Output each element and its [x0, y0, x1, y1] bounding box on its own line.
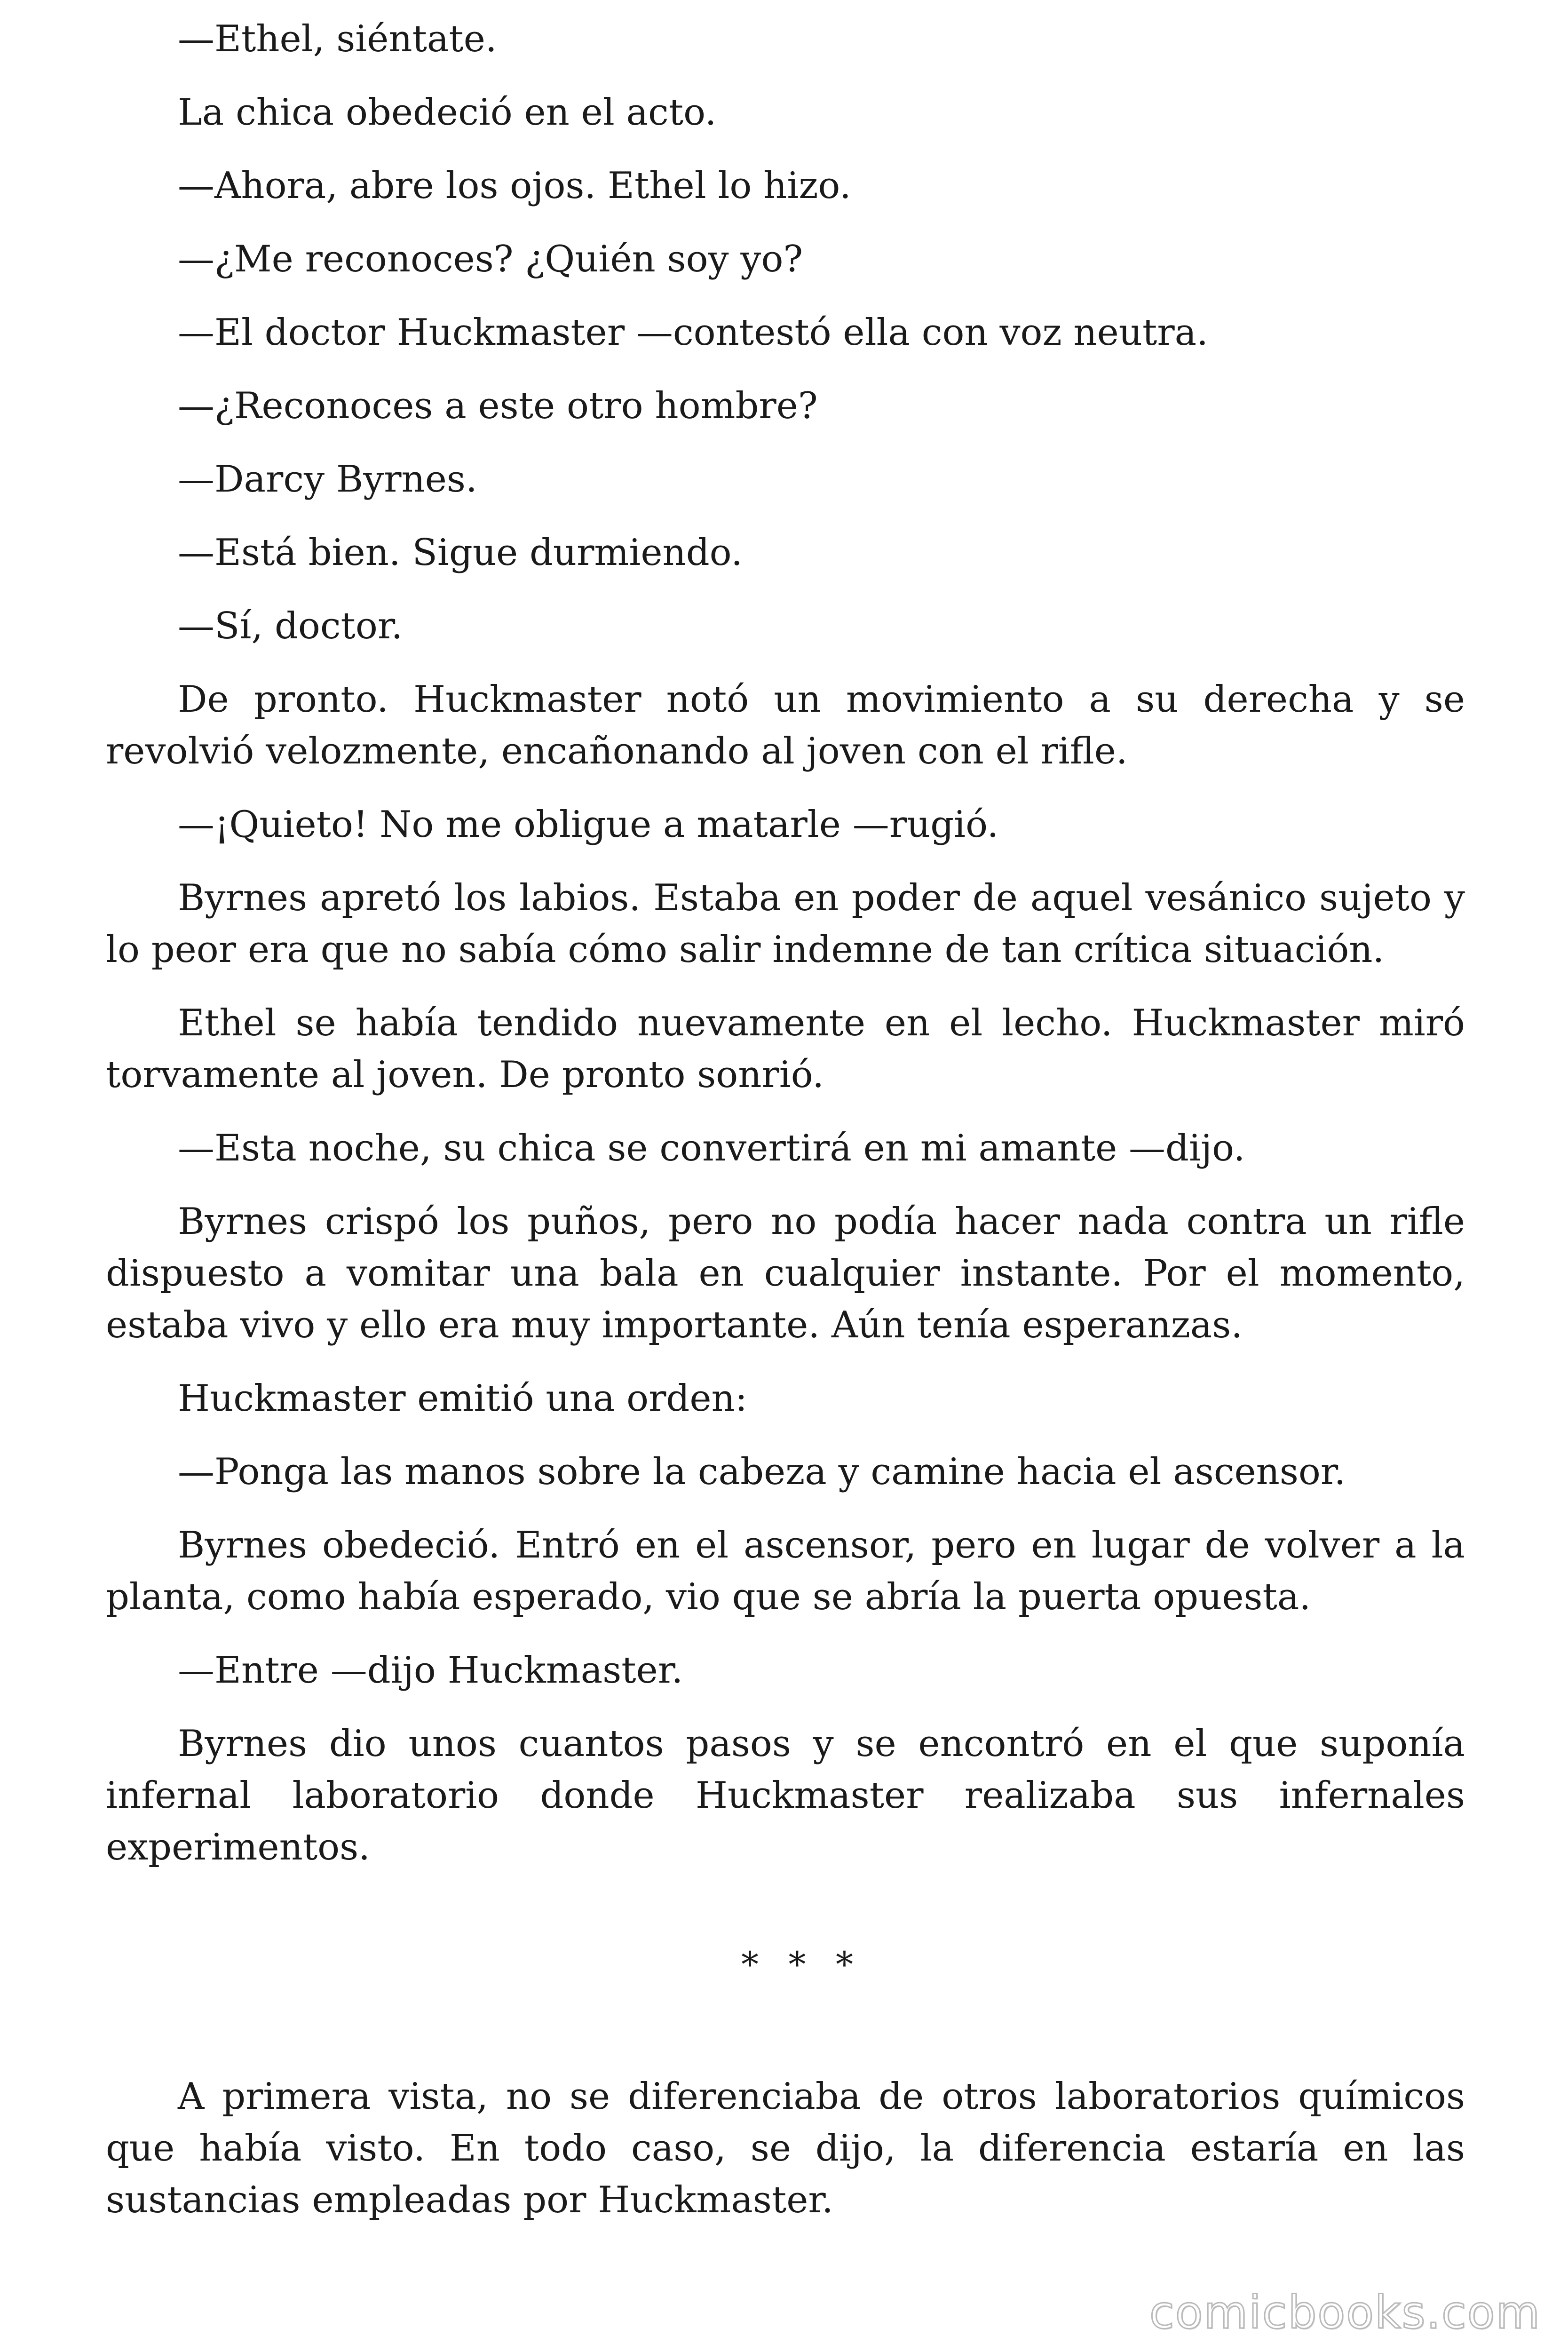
- paragraph: —Ahora, abre los ojos. Ethel lo hizo.: [178, 165, 851, 207]
- paragraph: —¿Reconoces a este otro hombre?: [178, 385, 818, 427]
- paragraph: —¿Me reconoces? ¿Quién soy yo?: [178, 238, 803, 280]
- paragraph: —Entre —dijo Huckmaster.: [178, 1649, 683, 1692]
- paragraph: Byrnes apretó los labios. Estaba en poder de aquel vesánico sujeto y lo peor era que no sabía cómo salir indemne de tan crítica situación.: [106, 877, 1465, 971]
- paragraph: —Sí, doctor.: [178, 605, 403, 647]
- paragraph: —Está bien. Sigue durmiendo.: [178, 532, 743, 574]
- text-column: [106, 13, 1465, 2248]
- paragraph: La chica obedeció en el acto.: [178, 91, 717, 134]
- paragraph: —¡Quieto! No me obligue a matarle —rugió.: [178, 803, 999, 846]
- paragraph: Byrnes obedeció. Entró en el ascensor, pero en lugar de volver a la planta, como había esperado, vio que se abría la puerta opuesta.: [106, 1524, 1465, 1618]
- paragraph: —Ethel, siéntate.: [178, 18, 497, 60]
- paragraph: —El doctor Huckmaster —contestó ella con voz neutra.: [178, 311, 1208, 354]
- paragraph: —Esta noche, su chica se convertirá en mi amante —dijo.: [178, 1127, 1245, 1169]
- watermark: comicbooks.com: [1149, 2286, 1541, 2339]
- paragraph: Byrnes dio unos cuantos pasos y se encontró en el que suponía infernal laboratorio donde Huckmaster realizaba sus infernales experimentos.: [106, 1723, 1465, 1868]
- scene-break: * * *: [741, 1945, 863, 1985]
- paragraph: Byrnes crispó los puños, pero no podía hacer nada contra un rifle dispuesto a vomitar una bala en cualquier instante. Por el momento, estaba vivo y ello era muy importante. Aún tenía esperanzas.: [106, 1200, 1465, 1346]
- paragraph: Huckmaster emitió una orden:: [178, 1377, 748, 1420]
- paragraph: Ethel se había tendido nuevamente en el lecho. Huckmaster miró torvamente al joven. De pronto sonrió.: [106, 1002, 1465, 1096]
- paragraph: De pronto. Huckmaster notó un movimiento a su derecha y se revolvió velozmente, encañonando al joven con el rifle.: [106, 678, 1465, 772]
- paragraph: —Darcy Byrnes.: [178, 458, 477, 501]
- paragraph: —Ponga las manos sobre la cabeza y camine hacia el ascensor.: [178, 1451, 1346, 1493]
- paragraph: A primera vista, no se diferenciaba de otros laboratorios químicos que había visto. En todo caso, se dijo, la diferencia estaría en las sustancias empleadas por Huckmaster.: [106, 2075, 1465, 2221]
